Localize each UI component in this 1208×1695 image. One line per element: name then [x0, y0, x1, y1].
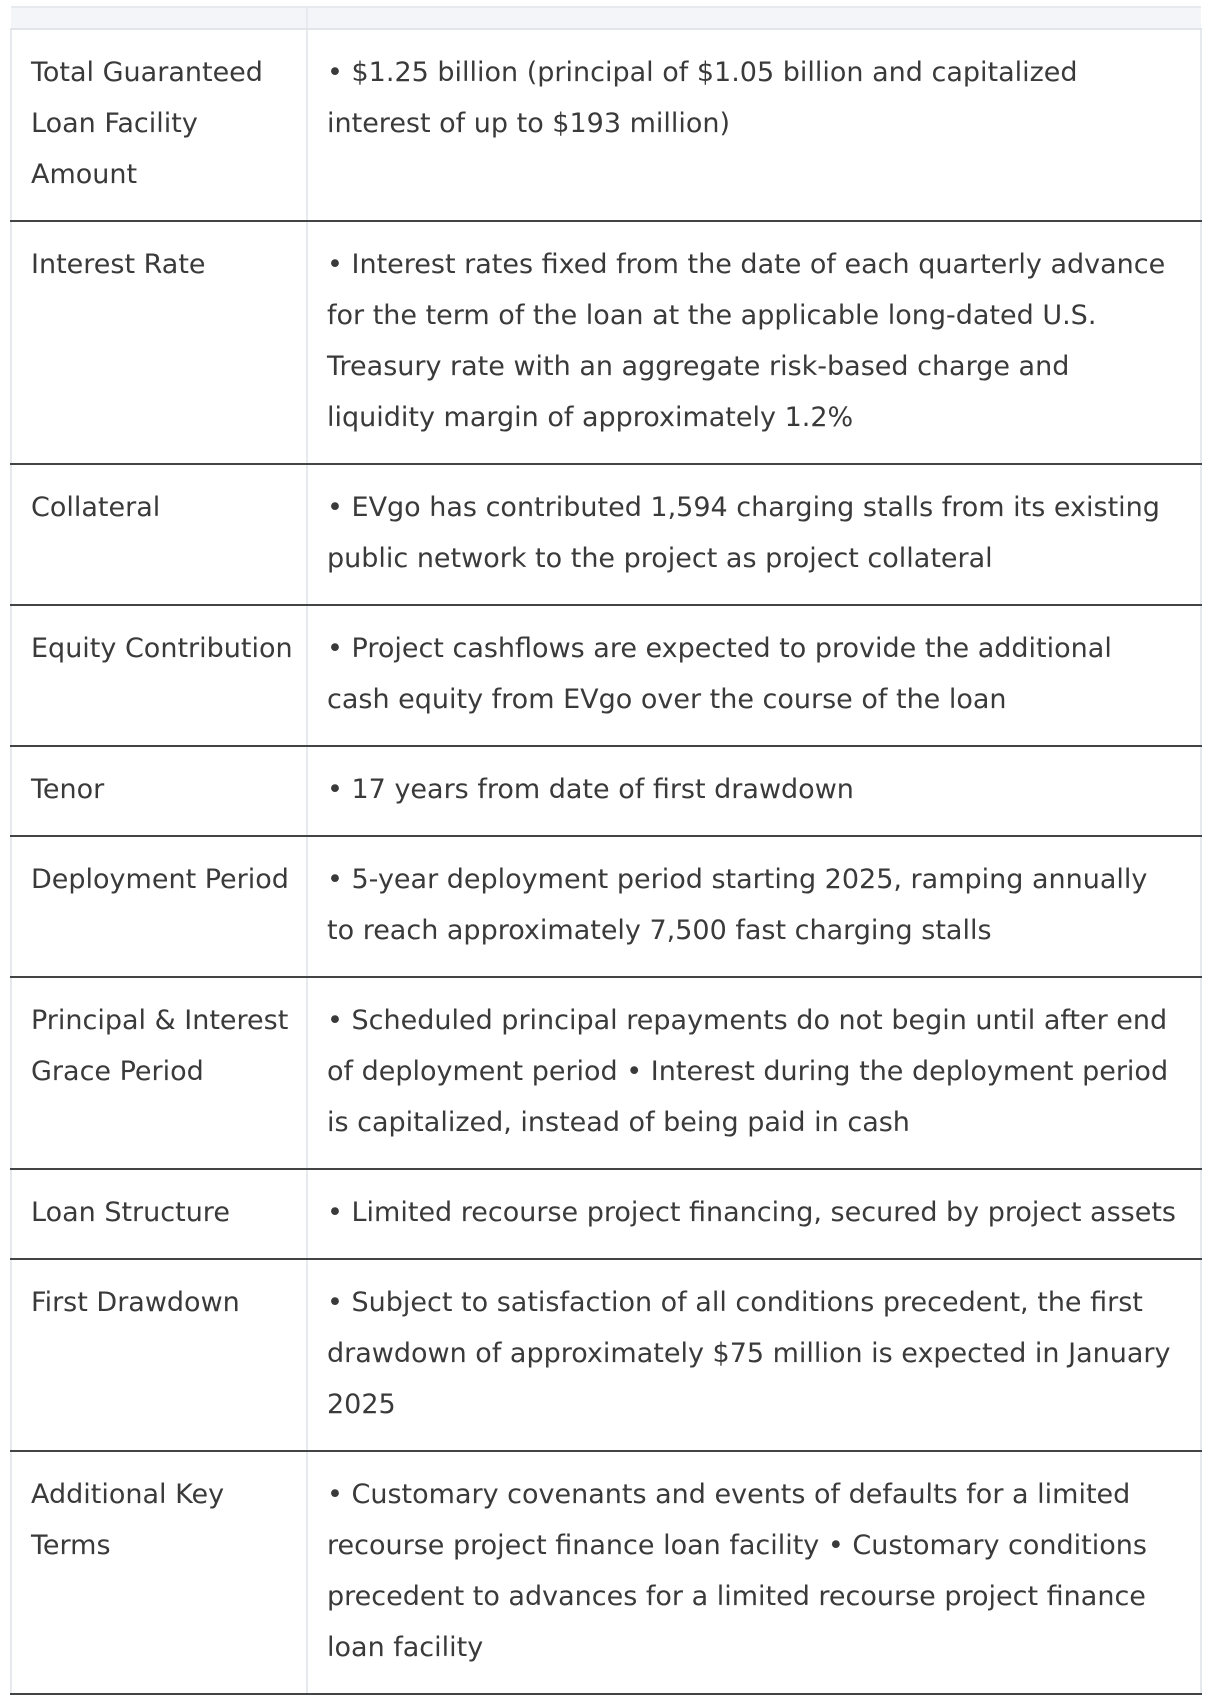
row-label: Principal & Interest Grace Period [11, 977, 307, 1169]
table-row-additional-key-terms [11, 1451, 1201, 1694]
row-label: Equity Contribution [11, 605, 307, 746]
row-value: • EVgo has contributed 1,594 charging stalls from its existing public network to the project as project collateral [307, 464, 1201, 605]
table-row-collateral [11, 464, 1201, 605]
loan-terms-table [10, 6, 1202, 1695]
table-row-loan-structure [11, 1169, 1201, 1259]
row-label: Total Guaranteed Loan Facility Amount [11, 29, 307, 221]
row-value: • Customary covenants and events of defaults for a limited recourse project finance loan facility • Customary conditions precedent to advances for a limited recourse project finance loan facility [307, 1451, 1201, 1694]
table-row-deployment-period [11, 836, 1201, 977]
row-value: • $1.25 billion (principal of $1.05 billion and capitalized interest of up to $193 million) [307, 29, 1201, 221]
table-row-equity-contribution [11, 605, 1201, 746]
row-label: Collateral [11, 464, 307, 605]
table-row-principal-interest-grace-period [11, 977, 1201, 1169]
row-value: • Limited recourse project financing, secured by project assets [307, 1169, 1201, 1259]
table-row-total-guaranteed-loan-facility-amount [11, 29, 1201, 221]
row-value: • 17 years from date of first drawdown [307, 746, 1201, 836]
row-value: • Scheduled principal repayments do not begin until after end of deployment period • Interest during the deployment period is capitalized, instead of being paid in cash [307, 977, 1201, 1169]
table-row-interest-rate [11, 221, 1201, 464]
table-row-first-drawdown [11, 1259, 1201, 1451]
header-cell-label [11, 7, 307, 29]
table-header-row [11, 7, 1201, 29]
row-label: Interest Rate [11, 221, 307, 464]
row-value: • Subject to satisfaction of all conditions precedent, the first drawdown of approximately $75 million is expected in January 2025 [307, 1259, 1201, 1451]
row-label: Additional Key Terms [11, 1451, 307, 1694]
row-label: Loan Structure [11, 1169, 307, 1259]
header-cell-value [307, 7, 1201, 29]
row-label: Tenor [11, 746, 307, 836]
table-row-tenor [11, 746, 1201, 836]
row-label: First Drawdown [11, 1259, 307, 1451]
row-value: • Interest rates fixed from the date of each quarterly advance for the term of the loan at the applicable long-dated U.S. Treasury rate with an aggregate risk-based charge and liquidity margin of approximately 1.2% [307, 221, 1201, 464]
row-label: Deployment Period [11, 836, 307, 977]
row-value: • Project cashflows are expected to provide the additional cash equity from EVgo over the course of the loan [307, 605, 1201, 746]
row-value: • 5-year deployment period starting 2025, ramping annually to reach approximately 7,500 fast charging stalls [307, 836, 1201, 977]
